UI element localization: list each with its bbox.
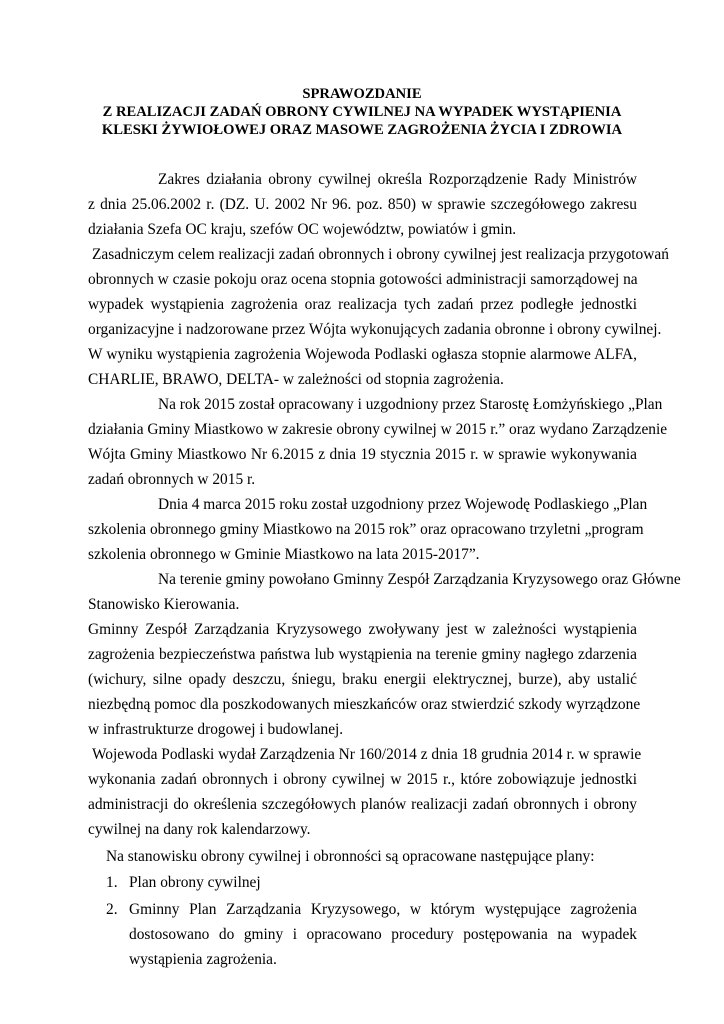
paragraph-line: niezbędną pomoc dla poszkodowanych mieszkańców oraz stwierdzić szkody wyrządzone — [88, 696, 641, 713]
paragraph-line: Gminny Zespół Zarządzania Kryzysowego zwoływany jest w zależności wystąpienia — [88, 621, 637, 638]
paragraph-line: szkolenia obronnego w Gminie Miastkowo na lata 2015-2017”. — [88, 546, 480, 563]
paragraph-line: działania Gminy Miastkowo w zakresie obrony cywilnej w 2015 r.” oraz wydano Zarządzenie — [88, 421, 668, 438]
list-number: 2. — [106, 901, 118, 918]
list-item-text: Gminny Plan Zarządzania Kryzysowego, w którym występujące zagrożenia — [129, 901, 637, 918]
paragraph-line: cywilnej na dany rok kalendarzowy. — [88, 821, 311, 838]
paragraph-line: W wyniku wystąpienia zagrożenia Wojewoda Podlaski ogłasza stopnie alarmowe ALFA, — [88, 346, 637, 363]
paragraph-line: (wichury, silne opady deszczu, śniegu, braku energii elektrycznej, burze), aby ustalić — [88, 671, 637, 688]
paragraph-line: Stanowisko Kierowania. — [88, 596, 240, 613]
paragraph-line: Na terenie gminy powołano Gminny Zespół Zarządzania Kryzysowego oraz Główne — [158, 571, 681, 588]
paragraph-line: Zasadniczym celem realizacji zadań obronnych i obrony cywilnej jest realizacja przygotowań — [92, 246, 669, 263]
paragraph-line: Na rok 2015 został opracowany i uzgodniony przez Starostę Łomżyńskiego „Plan — [158, 396, 663, 413]
report-subtitle-line-1: Z REALIZACJI ZADAŃ OBRONY CYWILNEJ NA WYPADEK WYSTĄPIENIA — [102, 104, 622, 120]
plans-intro: Na stanowisku obrony cywilnej i obronności są opracowane następujące plany: — [106, 848, 595, 865]
report-subtitle-line-2: KLESKI ŻYWIOŁOWEJ ORAZ MASOWE ZAGROŻENIA ŻYCIA I ZDROWIA — [101, 122, 623, 138]
paragraph-line: szkolenia obronnego gminy Miastkowo na 2015 rok” oraz opracowano trzyletni „program — [88, 521, 644, 538]
paragraph-line: zagrożenia bezpieczeństwa państwa lub wystąpienia na terenie gminy nagłego zdarzenia — [88, 646, 637, 663]
paragraph-line: Wójta Gminy Miastkowo Nr 6.2015 z dnia 19 stycznia 2015 r. w sprawie wykonywania — [88, 446, 637, 463]
paragraph-line: obronnych w czasie pokoju oraz ocena stopnia gotowości administracji samorządowej na — [88, 271, 638, 288]
paragraph-line: w infrastrukturze drogowej i budowlanej. — [88, 721, 344, 738]
list-item-text: Plan obrony cywilnej — [129, 874, 261, 891]
list-item-text: wystąpienia zagrożenia. — [129, 951, 277, 968]
paragraph-line: CHARLIE, BRAWO, DELTA- w zależności od stopnia zagrożenia. — [88, 371, 504, 388]
paragraph-line: wykonania zadań obronnych i obrony cywilnej w 2015 r., które zobowiązuje jednostki — [88, 771, 637, 788]
list-item-text: dostosowano do gminy i opracowano procedury postępowania na wypadek — [129, 926, 637, 943]
paragraph-line: wypadek wystąpienia zagrożenia oraz realizacja tych zadań przez podległe jednostki — [88, 296, 637, 313]
paragraph-line: zadań obronnych w 2015 r. — [88, 471, 256, 488]
paragraph-line: administracji do określenia szczegółowych planów realizacji zadań obronnych i obrony — [88, 796, 637, 813]
paragraph-line: Dnia 4 marca 2015 roku został uzgodniony przez Wojewodę Podlaskiego „Plan — [158, 496, 648, 513]
paragraph-line: Zakres działania obrony cywilnej określa Rozporządzenie Rady Ministrów — [158, 171, 637, 188]
paragraph-line: Wojewoda Podlaski wydał Zarządzenia Nr 160/2014 z dnia 18 grudnia 2014 r. w sprawie — [92, 746, 642, 763]
report-title: SPRAWOZDANIE — [302, 86, 422, 102]
paragraph-line: organizacyjne i nadzorowane przez Wójta wykonujących zadania obronne i obrony cywilnej. — [88, 321, 662, 338]
paragraph-line: z dnia 25.06.2002 r. (DZ. U. 2002 Nr 96. poz. 850) w sprawie szczegółowego zakresu — [88, 196, 637, 213]
list-number: 1. — [106, 874, 118, 891]
paragraph-line: działania Szefa OC kraju, szefów OC województw, powiatów i gmin. — [88, 221, 517, 238]
